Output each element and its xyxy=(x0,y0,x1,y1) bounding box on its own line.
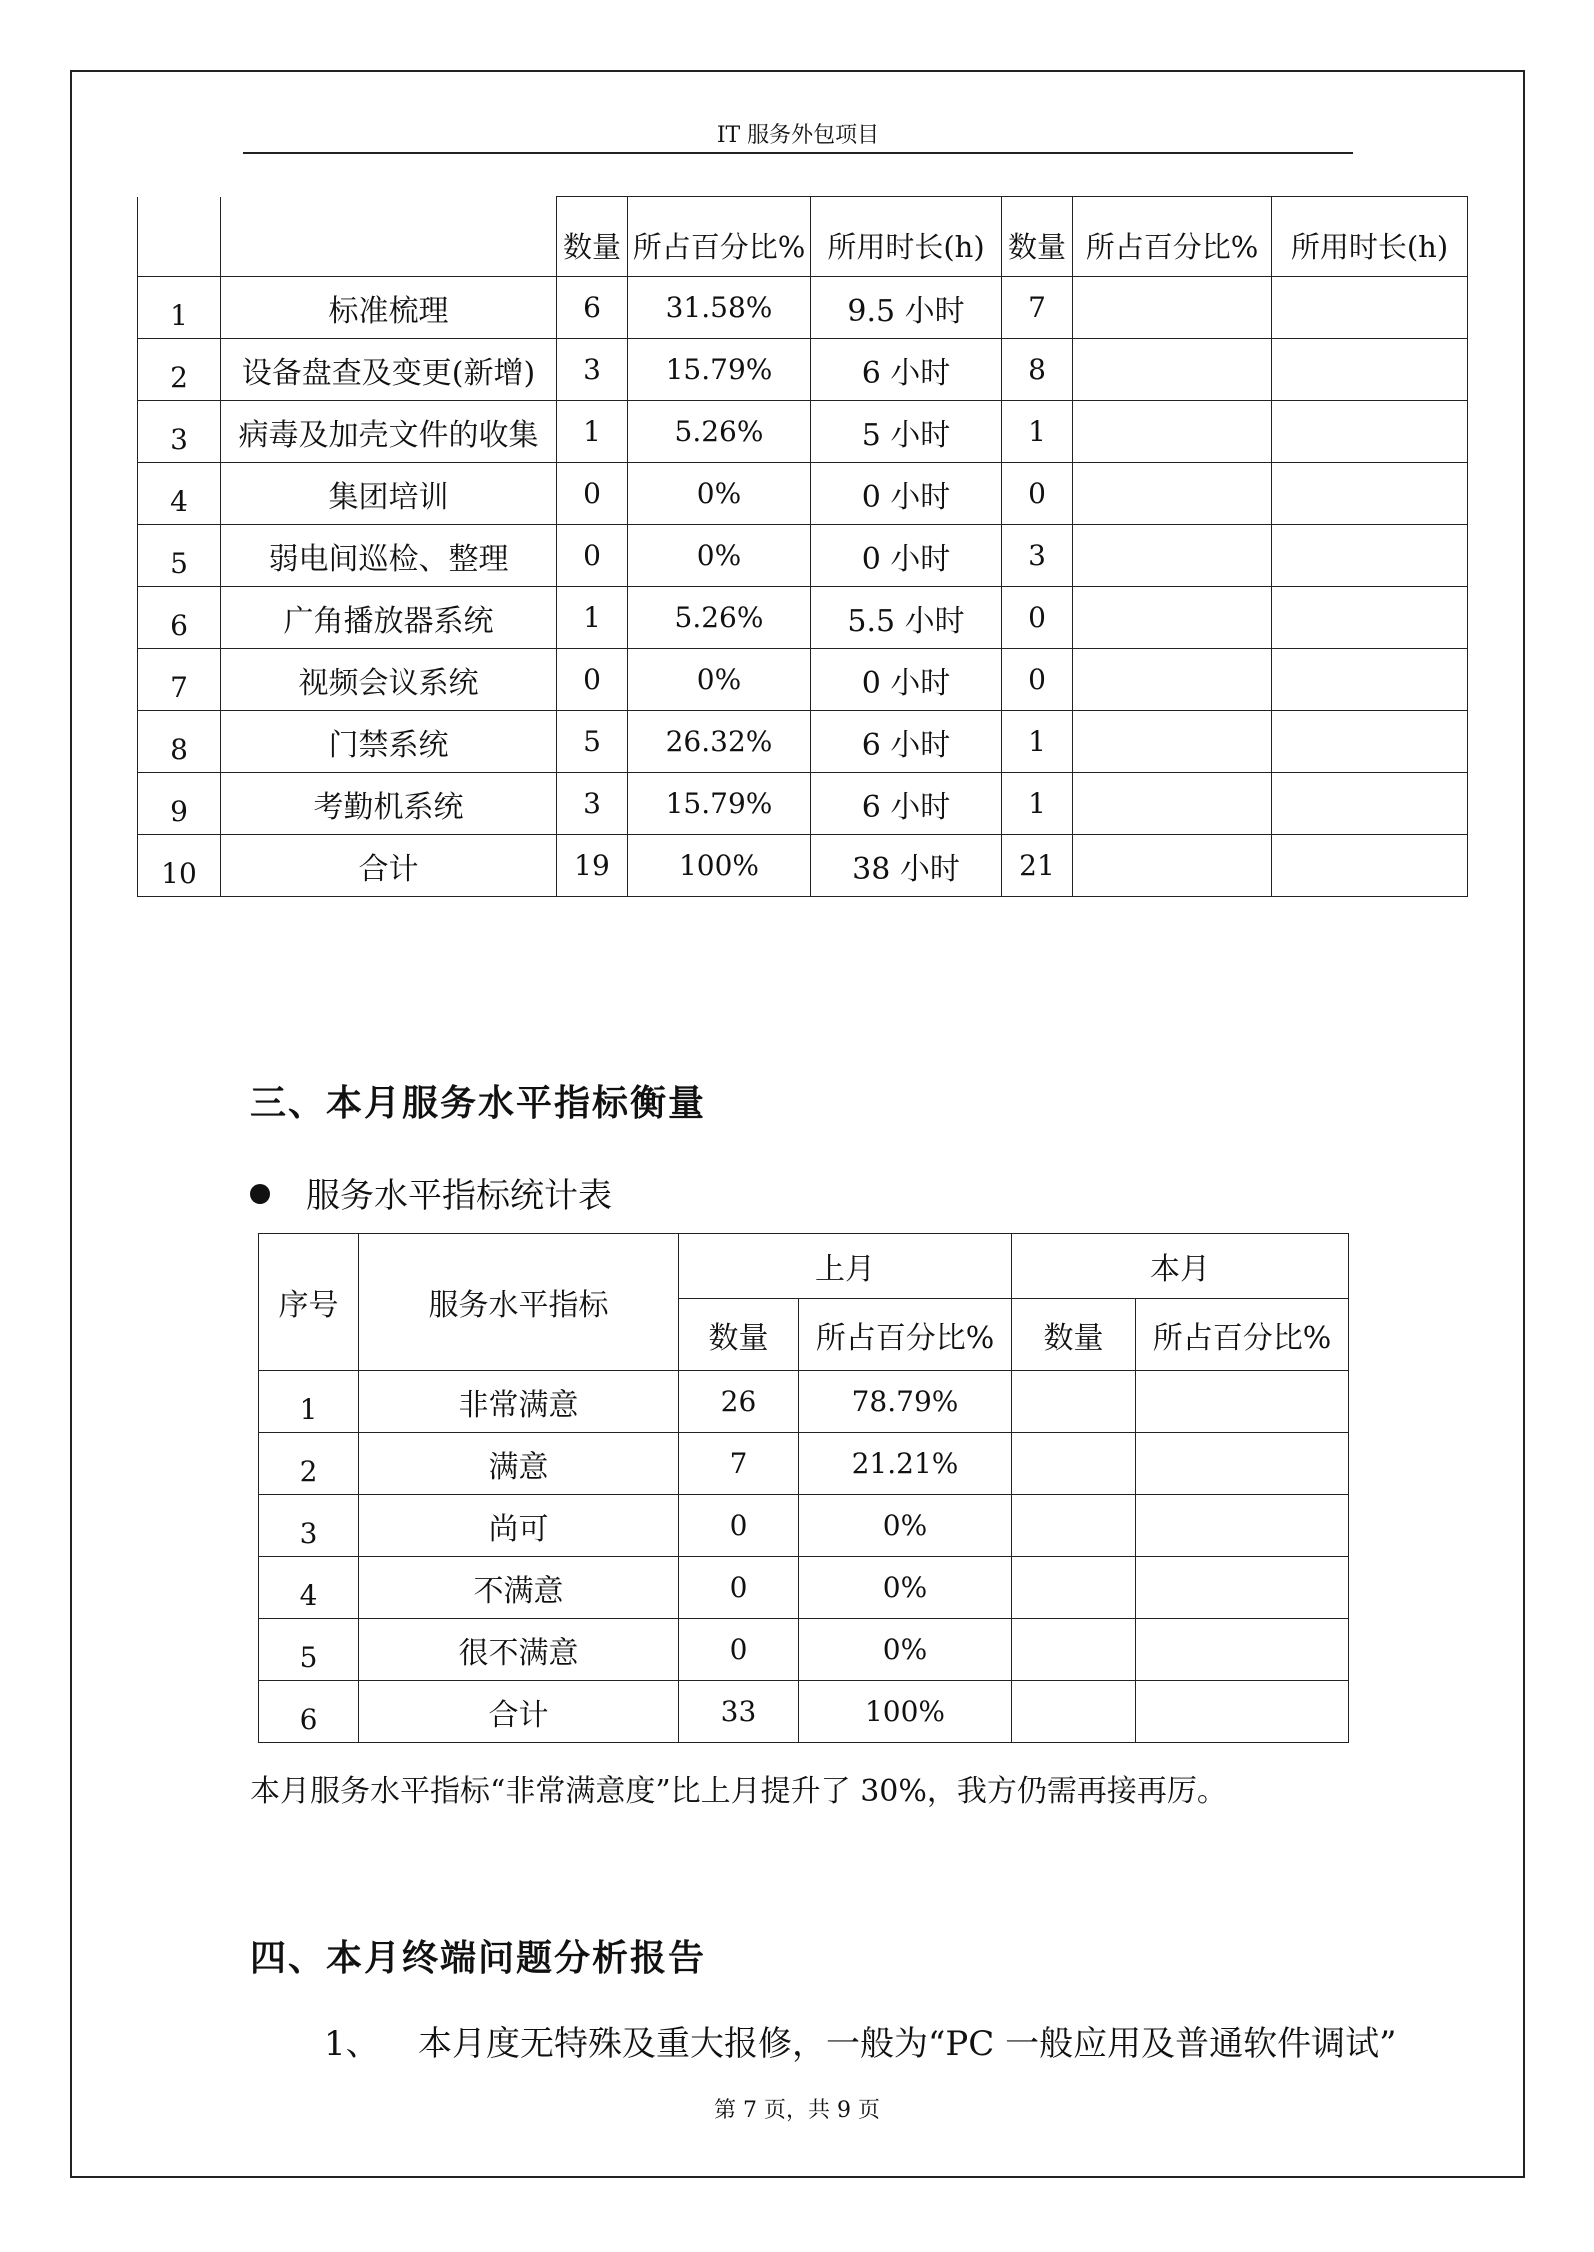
row-number: 8 xyxy=(138,711,221,773)
header-count: 数量 xyxy=(557,197,628,277)
row-this-pct xyxy=(1136,1557,1349,1619)
row-percent: 31.58% xyxy=(628,277,811,339)
row-hours: 0 小时 xyxy=(811,525,1002,587)
section-4-heading: 四、本月终端问题分析报告 xyxy=(250,1937,707,1979)
row-hours-2 xyxy=(1272,773,1468,835)
row-count-2: 0 xyxy=(1002,649,1073,711)
row-item: 合计 xyxy=(221,835,557,897)
row-this-pct xyxy=(1136,1681,1349,1743)
table-row xyxy=(138,711,1468,773)
row-last-pct: 78.79% xyxy=(799,1371,1012,1433)
work-stats-table xyxy=(137,196,1468,897)
row-item: 门禁系统 xyxy=(221,711,557,773)
row-this-count xyxy=(1012,1495,1136,1557)
row-hours-2 xyxy=(1272,649,1468,711)
row-item: 集团培训 xyxy=(221,463,557,525)
header-last-count: 数量 xyxy=(679,1299,799,1371)
row-metric: 不满意 xyxy=(359,1557,679,1619)
row-percent-2 xyxy=(1073,773,1272,835)
table-row xyxy=(138,525,1468,587)
row-hours-2 xyxy=(1272,277,1468,339)
row-number: 4 xyxy=(138,463,221,525)
row-item: 视频会议系统 xyxy=(221,649,557,711)
row-number: 2 xyxy=(138,339,221,401)
row-number: 5 xyxy=(259,1619,359,1681)
row-this-count xyxy=(1012,1371,1136,1433)
row-item: 广角播放器系统 xyxy=(221,587,557,649)
table-row xyxy=(138,835,1468,897)
service-level-table xyxy=(258,1233,1349,1743)
row-number: 4 xyxy=(259,1557,359,1619)
row-last-pct: 0% xyxy=(799,1557,1012,1619)
row-count-2: 1 xyxy=(1002,711,1073,773)
table-row xyxy=(138,277,1468,339)
row-this-pct xyxy=(1136,1619,1349,1681)
row-last-pct: 0% xyxy=(799,1495,1012,1557)
list-item xyxy=(324,2016,1396,2065)
list-item-number: 1、 xyxy=(324,2024,380,2064)
row-last-count: 26 xyxy=(679,1371,799,1433)
row-count-2: 1 xyxy=(1002,401,1073,463)
row-count-2: 0 xyxy=(1002,587,1073,649)
header-count-2: 数量 xyxy=(1002,197,1073,277)
row-percent: 100% xyxy=(628,835,811,897)
header-last-pct: 所占百分比% xyxy=(799,1299,1012,1371)
row-number: 3 xyxy=(259,1495,359,1557)
table-row xyxy=(259,1495,1349,1557)
row-count: 19 xyxy=(557,835,628,897)
row-last-count: 0 xyxy=(679,1495,799,1557)
row-this-pct xyxy=(1136,1433,1349,1495)
row-percent-2 xyxy=(1073,587,1272,649)
row-item: 弱电间巡检、整理 xyxy=(221,525,557,587)
list-item-text: 本月度无特殊及重大报修，一般为“PC 一般应用及普通软件调试” xyxy=(418,2024,1397,2064)
row-this-pct xyxy=(1136,1371,1349,1433)
row-percent: 0% xyxy=(628,463,811,525)
header-this-month: 本月 xyxy=(1012,1234,1349,1299)
header-percent-2: 所占百分比% xyxy=(1073,197,1272,277)
header-last-month: 上月 xyxy=(679,1234,1012,1299)
bullet-dot-icon xyxy=(250,1184,270,1204)
row-percent-2 xyxy=(1073,649,1272,711)
row-hours: 38 小时 xyxy=(811,835,1002,897)
row-count-2: 0 xyxy=(1002,463,1073,525)
row-hours: 6 小时 xyxy=(811,773,1002,835)
row-last-count: 7 xyxy=(679,1433,799,1495)
row-hours: 0 小时 xyxy=(811,649,1002,711)
row-item: 标准梳理 xyxy=(221,277,557,339)
row-this-count xyxy=(1012,1557,1136,1619)
row-hours: 5.5 小时 xyxy=(811,587,1002,649)
row-percent: 0% xyxy=(628,525,811,587)
row-metric: 非常满意 xyxy=(359,1371,679,1433)
work-table-header-row xyxy=(138,197,1468,277)
satisfaction-note: 本月服务水平指标“非常满意度”比上月提升了 30%，我方仍需再接再厉。 xyxy=(250,1774,1227,1809)
table-row xyxy=(138,463,1468,525)
table-row xyxy=(138,649,1468,711)
row-percent-2 xyxy=(1073,835,1272,897)
row-last-pct: 100% xyxy=(799,1681,1012,1743)
row-percent: 26.32% xyxy=(628,711,811,773)
row-hours: 6 小时 xyxy=(811,711,1002,773)
header-title: IT 服务外包项目 xyxy=(716,123,880,148)
row-count: 5 xyxy=(557,711,628,773)
header-percent: 所占百分比% xyxy=(628,197,811,277)
row-number: 6 xyxy=(259,1681,359,1743)
header-blank-cell xyxy=(221,197,557,277)
bullet-line xyxy=(250,1168,612,1217)
row-count-2: 1 xyxy=(1002,773,1073,835)
row-count: 3 xyxy=(557,773,628,835)
header-no: 序号 xyxy=(259,1234,359,1371)
table-row xyxy=(259,1433,1349,1495)
row-this-pct xyxy=(1136,1495,1349,1557)
row-metric: 尚可 xyxy=(359,1495,679,1557)
row-hours: 9.5 小时 xyxy=(811,277,1002,339)
table-row xyxy=(138,773,1468,835)
row-hours-2 xyxy=(1272,401,1468,463)
row-percent-2 xyxy=(1073,711,1272,773)
row-count-2: 8 xyxy=(1002,339,1073,401)
row-percent: 15.79% xyxy=(628,773,811,835)
row-item: 设备盘查及变更(新增) xyxy=(221,339,557,401)
row-number: 2 xyxy=(259,1433,359,1495)
row-percent: 0% xyxy=(628,649,811,711)
row-this-count xyxy=(1012,1433,1136,1495)
page-footer: 第 7 页，共 9 页 xyxy=(714,2098,880,2123)
row-count: 1 xyxy=(557,587,628,649)
row-percent: 5.26% xyxy=(628,587,811,649)
header-this-count: 数量 xyxy=(1012,1299,1136,1371)
table-row xyxy=(138,401,1468,463)
header-hours-2: 所用时长(h) xyxy=(1272,197,1468,277)
row-metric: 很不满意 xyxy=(359,1619,679,1681)
row-percent-2 xyxy=(1073,463,1272,525)
row-count: 0 xyxy=(557,463,628,525)
row-count: 0 xyxy=(557,525,628,587)
row-hours-2 xyxy=(1272,587,1468,649)
row-hours-2 xyxy=(1272,711,1468,773)
row-hours-2 xyxy=(1272,463,1468,525)
row-last-count: 0 xyxy=(679,1557,799,1619)
row-number: 9 xyxy=(138,773,221,835)
row-number: 5 xyxy=(138,525,221,587)
row-number: 3 xyxy=(138,401,221,463)
row-hours-2 xyxy=(1272,835,1468,897)
row-count: 1 xyxy=(557,401,628,463)
header-hours: 所用时长(h) xyxy=(811,197,1002,277)
table-row xyxy=(259,1371,1349,1433)
row-count: 3 xyxy=(557,339,628,401)
row-last-count: 0 xyxy=(679,1619,799,1681)
row-this-count xyxy=(1012,1681,1136,1743)
row-percent: 5.26% xyxy=(628,401,811,463)
row-hours-2 xyxy=(1272,339,1468,401)
header-rule xyxy=(243,152,1353,154)
row-metric: 合计 xyxy=(359,1681,679,1743)
row-count-2: 3 xyxy=(1002,525,1073,587)
row-last-pct: 21.21% xyxy=(799,1433,1012,1495)
table-row xyxy=(138,587,1468,649)
header-blank-cell xyxy=(138,197,221,277)
row-percent-2 xyxy=(1073,339,1272,401)
row-count: 0 xyxy=(557,649,628,711)
header-this-pct: 所占百分比% xyxy=(1136,1299,1349,1371)
row-percent: 15.79% xyxy=(628,339,811,401)
row-percent-2 xyxy=(1073,277,1272,339)
table-row xyxy=(259,1557,1349,1619)
bullet-text: 服务水平指标统计表 xyxy=(306,1176,612,1216)
row-percent-2 xyxy=(1073,401,1272,463)
row-number: 10 xyxy=(138,835,221,897)
table-row xyxy=(138,339,1468,401)
row-percent-2 xyxy=(1073,525,1272,587)
row-number: 7 xyxy=(138,649,221,711)
row-hours: 0 小时 xyxy=(811,463,1002,525)
row-hours: 6 小时 xyxy=(811,339,1002,401)
row-metric: 满意 xyxy=(359,1433,679,1495)
sla-header-row xyxy=(259,1234,1349,1299)
table-row xyxy=(259,1681,1349,1743)
row-count-2: 21 xyxy=(1002,835,1073,897)
row-last-count: 33 xyxy=(679,1681,799,1743)
row-number: 6 xyxy=(138,587,221,649)
row-count: 6 xyxy=(557,277,628,339)
row-hours: 5 小时 xyxy=(811,401,1002,463)
row-item: 病毒及加壳文件的收集 xyxy=(221,401,557,463)
row-item: 考勤机系统 xyxy=(221,773,557,835)
row-number: 1 xyxy=(138,277,221,339)
row-last-pct: 0% xyxy=(799,1619,1012,1681)
row-number: 1 xyxy=(259,1371,359,1433)
row-this-count xyxy=(1012,1619,1136,1681)
row-count-2: 7 xyxy=(1002,277,1073,339)
row-hours-2 xyxy=(1272,525,1468,587)
table-row xyxy=(259,1619,1349,1681)
header-metric: 服务水平指标 xyxy=(359,1234,679,1371)
section-3-heading: 三、本月服务水平指标衡量 xyxy=(250,1082,707,1124)
